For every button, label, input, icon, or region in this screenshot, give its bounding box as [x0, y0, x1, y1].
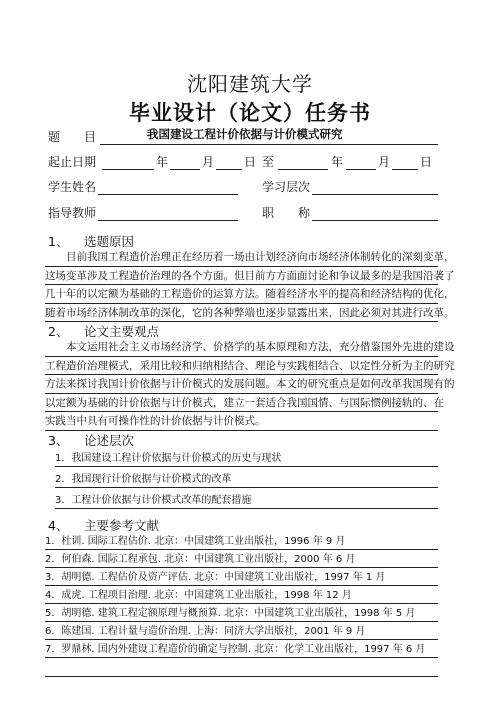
date-to-label: 至: [262, 155, 275, 169]
reference-item: 2．何伯森. 国际工程承包. 北京：中国建筑工业出版社，2000 年 6 月: [45, 552, 438, 568]
professional-title-field[interactable]: [312, 220, 438, 221]
end-month-field[interactable]: [346, 169, 376, 170]
end-year-field[interactable]: [278, 169, 328, 170]
student-name-field[interactable]: [98, 194, 238, 195]
start-day-field[interactable]: [216, 169, 242, 170]
section-3-heading: 论述层次: [84, 433, 135, 448]
start-month-field[interactable]: [170, 169, 200, 170]
topic-underline: [100, 144, 438, 145]
outline-item: 2．我国现行计价依据与计价模式的改革: [55, 472, 438, 488]
professional-title-label: 职 称: [262, 206, 311, 220]
section-4-heading: 主要参考文献: [84, 518, 160, 533]
paragraph-line: 以定额为基础的计价依据与计价模式，建立一套适合我国国情、与国际惯例接轨的、在: [45, 394, 438, 413]
section-3-number: 3、: [48, 433, 69, 448]
topic-value: 我国建设工程计价依据与计价模式研究: [147, 127, 343, 141]
advisor-field[interactable]: [98, 220, 238, 221]
topic-label: 题 目: [48, 130, 97, 144]
blank-line: [45, 676, 438, 677]
start-year-field[interactable]: [102, 169, 154, 170]
reference-item: 5．胡明德. 建筑工程定额原理与概预算. 北京：中国建筑工业出版社，1998 年 5 月: [45, 606, 438, 622]
document-title: 毕业设计（论文）任务书: [129, 101, 371, 125]
start-year-unit: 年: [156, 155, 169, 169]
reference-item: 6．陈建国. 工程计量与造价治理. 上海：同济大学出版社，2001 年 9 月: [45, 624, 438, 640]
start-month-unit: 月: [202, 155, 215, 169]
section-1-number: 1、: [48, 234, 69, 249]
paragraph-line: 目前我国工程造价治理正在经历着一场由计划经济向市场经济体制转化的深刻变革，: [45, 248, 438, 267]
section-2-heading: 论文主要观点: [84, 324, 160, 339]
reference-item: 7．罗鼎林. 国内外建设工程造价的确定与控制. 北京：化学工业出版社，1997 年 6 月: [45, 642, 438, 658]
start-date-label: 起止日期: [48, 155, 97, 169]
paragraph-line: 随着市场经济体制改革的深化，它的各种弊端也逐步显露出来，因此必须对其进行改革。: [45, 304, 438, 323]
advisor-label: 指导教师: [48, 206, 97, 220]
university-name: 沈阳建筑大学: [187, 72, 313, 96]
start-day-unit: 日: [244, 155, 257, 169]
reference-item: 4．成虎. 工程项目治理. 北京：中国建筑工业出版社，1998 年 12 月: [45, 588, 438, 604]
section-2-number: 2、: [48, 324, 69, 339]
reference-item: 1．杜训. 国际工程估价. 北京：中国建筑工业出版社，1996 年 9 月: [45, 534, 438, 550]
end-day-field[interactable]: [392, 169, 418, 170]
reference-item: 3．胡明德. 工程估价及资产评估. 北京：中国建筑工业出版社，1997 年 1 月: [45, 570, 438, 586]
paragraph-line: 本文运用社会主义市场经济学、价格学的基本原理和方法，充分借鉴国外先进的建设: [45, 338, 438, 357]
outline-item: 3．工程计价依据与计价模式改革的配套措施: [55, 493, 438, 509]
outline-item: 1．我国建设工程计价依据与计价模式的历史与现状: [55, 451, 438, 467]
student-name-label: 学生姓名: [48, 180, 97, 194]
end-day-unit: 日: [420, 155, 433, 169]
section-4-number: 4、: [48, 518, 69, 533]
study-level-field[interactable]: [312, 194, 438, 195]
end-month-unit: 月: [378, 155, 391, 169]
paragraph-line: 方法来探讨我国计价依据与计价模式的发展问题。本文的研究重点是如何改革我国现有的: [45, 375, 438, 394]
paragraph-line: 实践当中具有可操作性的计价依据与计价模式。: [45, 412, 438, 431]
end-year-unit: 年: [331, 155, 344, 169]
section-1-heading: 选题原因: [84, 234, 135, 249]
paragraph-line: 工程造价治理模式，采用比较和归纳相结合、理论与实践相结合、以定性分析为主的研究: [45, 357, 438, 376]
section-2-paragraph: [45, 338, 455, 431]
paragraph-line: 这场变革涉及工程造价治理的各个方面。但目前方方面面讨论和争议最多的是我国沿袭了: [45, 267, 438, 286]
paragraph-line: 几十年的以定额为基础的工程造价的运算方法。随着经济水平的提高和经济结构的优化，: [45, 285, 438, 304]
study-level-label: 学习层次: [262, 180, 311, 194]
section-1-paragraph: [45, 248, 455, 322]
